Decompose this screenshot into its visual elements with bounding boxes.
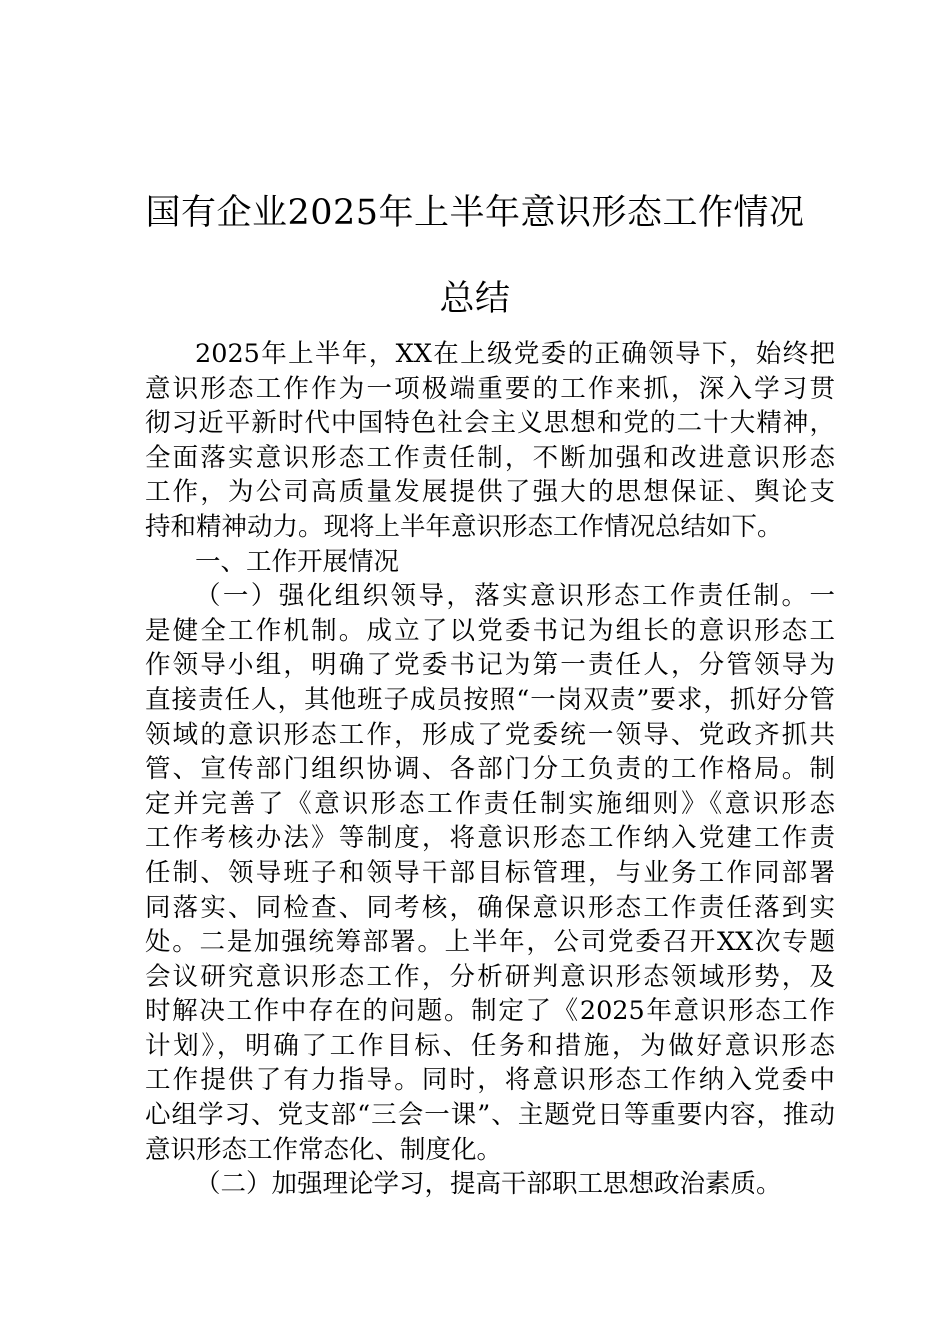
section-heading: 一、工作开展情况 [195, 546, 400, 577]
document-title [120, 170, 830, 342]
subsection-paragraph-line: 工作提供了有力指导。同时，将意识形态工作纳入党委中 [145, 1065, 835, 1096]
intro-paragraph-line: 持和精神动力。现将上半年意识形态工作情况总结如下。 [145, 511, 783, 542]
intro-paragraph-line: 2025年上半年，XX在上级党委的正确领导下，始终把 [195, 339, 835, 369]
subsection-paragraph-line: 心组学习、党支部“三会一课”、主题党日等重要内容，推动 [145, 1100, 835, 1131]
subsection-paragraph-line: 处。二是加强统筹部署。上半年，公司党委召开XX次专题 [145, 927, 835, 958]
subsection-paragraph-line: 意识形态工作常态化、制度化。 [145, 1134, 503, 1165]
intro-paragraph-line: 意识形态工作作为一项极端重要的工作来抓，深入学习贯 [145, 373, 835, 404]
subsection-paragraph-line: 管、宣传部门组织协调、各部门分工负责的工作格局。制 [145, 754, 835, 785]
title-line-2: 总结 [439, 279, 511, 319]
intro-paragraph-line: 彻习近平新时代中国特色社会主义思想和党的二十大精神， [145, 408, 835, 439]
document-body [145, 337, 835, 1202]
subsection-paragraph-line: 作领导小组，明确了党委书记为第一责任人，分管领导为 [145, 650, 835, 681]
subsection-paragraph-line: 时解决工作中存在的问题。制定了《2025年意识形态工作 [145, 996, 835, 1027]
subsection-paragraph-line: 同落实、同检查、同考核，确保意识形态工作责任落到实 [145, 892, 835, 923]
subsection-paragraph-line: 直接责任人，其他班子成员按照“一岗双责”要求，抓好分管 [145, 684, 835, 715]
intro-paragraph-line: 工作，为公司高质量发展提供了强大的思想保证、舆论支 [145, 477, 835, 508]
subsection-paragraph-line: 工作考核办法》等制度，将意识形态工作纳入党建工作责 [145, 823, 835, 854]
subsection-paragraph-line: 任制、领导班子和领导干部目标管理，与业务工作同部署 [145, 857, 835, 888]
intro-paragraph-line: 全面落实意识形态工作责任制，不断加强和改进意识形态 [145, 442, 835, 473]
subsection-paragraph-line: 计划》，明确了工作目标、任务和措施，为做好意识形态 [145, 1030, 835, 1061]
subsection-paragraph-line: 是健全工作机制。成立了以党委书记为组长的意识形态工 [145, 615, 835, 646]
subsection-heading-line: （二）加强理论学习，提高干部职工思想政治素质。 [195, 1169, 782, 1200]
title-line-1: 国有企业2025年上半年意识形态工作情况 [145, 193, 805, 233]
subsection-paragraph-line: 会议研究意识形态工作，分析研判意识形态领域形势，及 [145, 961, 835, 992]
subsection-paragraph-line: （一）强化组织领导，落实意识形态工作责任制。一 [195, 581, 835, 612]
subsection-paragraph-line: 领域的意识形态工作，形成了党委统一领导、党政齐抓共 [145, 719, 835, 750]
subsection-paragraph-line: 定并完善了《意识形态工作责任制实施细则》《意识形态 [145, 788, 835, 819]
